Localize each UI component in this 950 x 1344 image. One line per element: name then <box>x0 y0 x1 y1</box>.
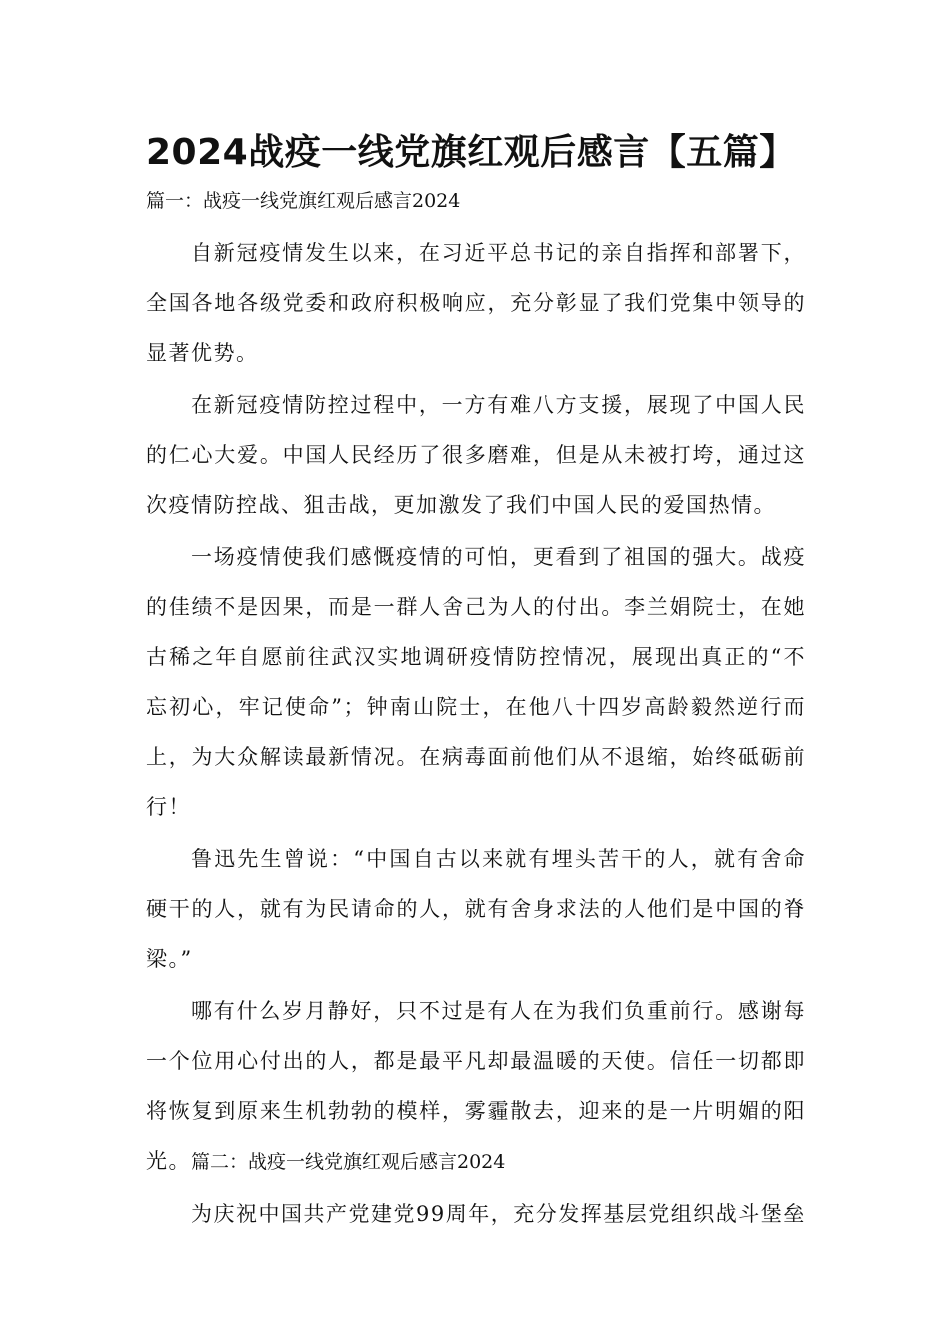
paragraph-2: 在新冠疫情防控过程中，一方有难八方支援，展现了中国人民的仁心大爱。中国人民经历了很多磨难，但是从未被打垮，通过这次疫情防控战、狙击战，更加激发了我们中国人民的爱国热情。 <box>146 393 806 517</box>
paragraph-3: 一场疫情使我们感慨疫情的可怕，更看到了祖国的强大。战疫的佳绩不是因果，而是一群人舍己为人的付出。李兰娟院士，在她古稀之年自愿前往武汉实地调研疫情防控情况，展现出真正的“不忘初心，牢记使命”；钟南山院士，在他八十四岁高龄毅然逆行而上，为大众解读最新情况。在病毒面前他们从不退缩，始终砥砺前行！ <box>146 545 806 819</box>
document-title: 2024战疫一线党旗红观后感言【五篇】 <box>146 132 796 173</box>
paragraph-5 <box>146 986 806 1187</box>
section-heading-2: 篇二：战疫一线党旗红观后感言2024 <box>191 1151 506 1173</box>
paragraph-1: 自新冠疫情发生以来，在习近平总书记的亲自指挥和部署下，全国各地各级党委和政府积极响应，充分彰显了我们党集中领导的显著优势。 <box>146 241 806 365</box>
section-heading-1: 篇一：战疫一线党旗红观后感言2024 <box>146 190 461 212</box>
paragraph-5-text: 哪有什么岁月静好，只不过是有人在为我们负重前行。感谢每一个位用心付出的人，都是最平凡却最温暖的天使。信任一切都即将恢复到原来生机勃勃的模样，雾霾散去，迎来的是一片明媚的阳光。 <box>146 999 806 1173</box>
paragraph-4: 鲁迅先生曾说：“中国自古以来就有埋头苦干的人，就有舍命硬干的人，就有为民请命的人，就有舍身求法的人他们是中国的脊梁。” <box>146 847 806 971</box>
document-body <box>146 228 806 1241</box>
paragraph-6: 为庆祝中国共产党建党99周年，充分发挥基层党组织战斗堡垒 <box>191 1202 806 1226</box>
